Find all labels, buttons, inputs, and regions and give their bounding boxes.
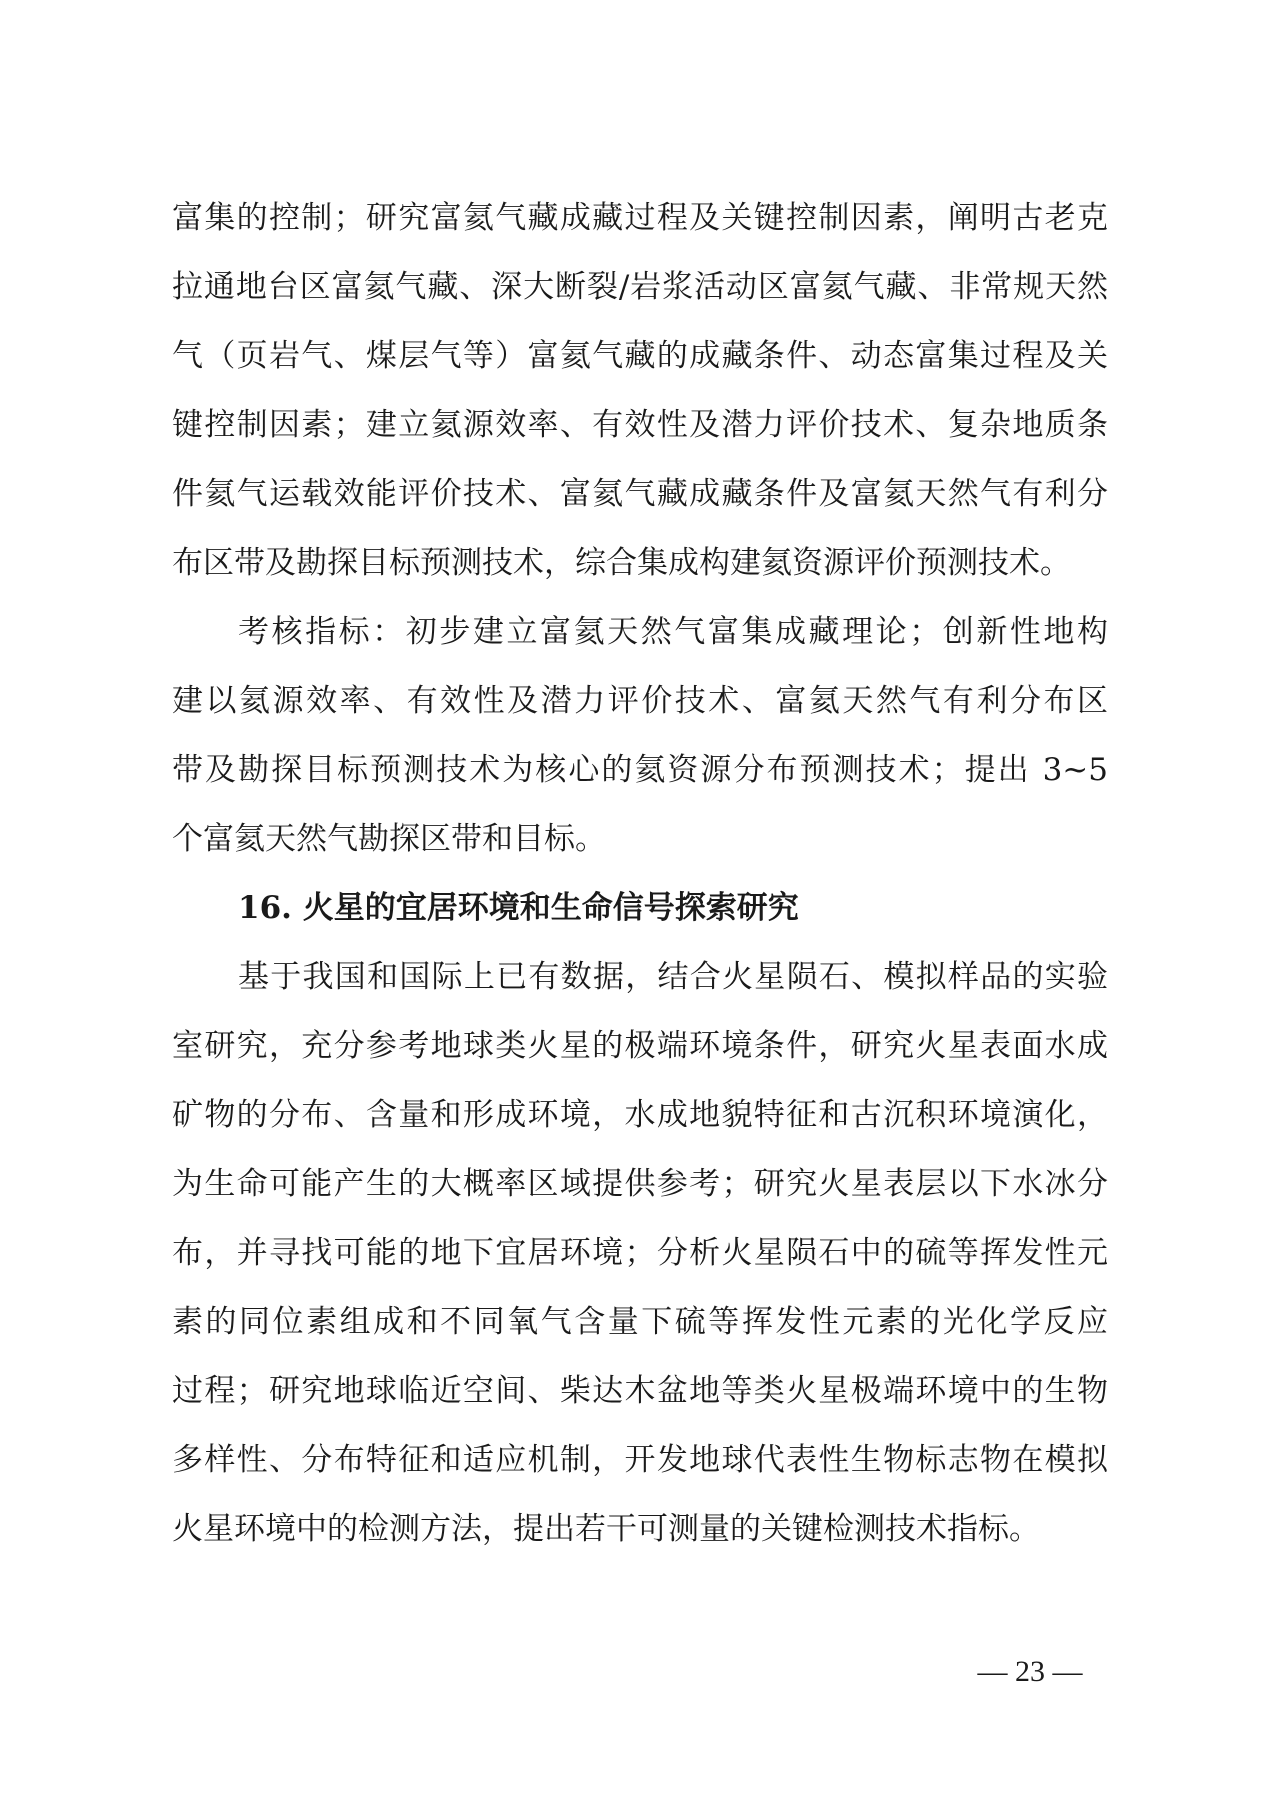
paragraph-line: 布区带及勘探目标预测技术，综合集成构建氦资源评价预测技术。 — [172, 545, 1071, 581]
paragraph-line: 件氦气运载效能评价技术、富氦气藏成藏条件及富氦天然气有利分 — [172, 476, 1108, 512]
paragraph-line: 气（页岩气、煤层气等）富氦气藏的成藏条件、动态富集过程及关 — [172, 338, 1108, 374]
paragraph-line: 键控制因素；建立氦源效率、有效性及潜力评价技术、复杂地质条 — [172, 407, 1108, 443]
paragraph-assessment-indicators — [172, 598, 1108, 874]
paragraph-line: 带及勘探目标预测技术为核心的氦资源分布预测技术；提出 3~5 — [172, 752, 1108, 788]
paragraph-line: 考核指标：初步建立富氦天然气富集成藏理论；创新性地构 — [238, 614, 1108, 650]
paragraph-line: 建以氦源效率、有效性及潜力评价技术、富氦天然气有利分布区 — [172, 683, 1108, 719]
paragraph-line: 拉通地台区富氦气藏、深大断裂/岩浆活动区富氦气藏、非常规天然 — [172, 269, 1108, 305]
paragraph-line: 为生命可能产生的大概率区域提供参考；研究火星表层以下水冰分 — [172, 1166, 1108, 1202]
paragraph-line: 室研究，充分参考地球类火星的极端环境条件，研究火星表面水成 — [172, 1028, 1108, 1064]
paragraph-line: 火星环境中的检测方法，提出若干可测量的关键检测技术指标。 — [172, 1511, 1040, 1547]
paragraph-line: 个富氦天然气勘探区带和目标。 — [172, 821, 606, 857]
paragraph-line: 过程；研究地球临近空间、柴达木盆地等类火星极端环境中的生物 — [172, 1373, 1108, 1409]
paragraph-helium-research — [172, 184, 1108, 598]
section-heading-block — [172, 874, 1108, 943]
paragraph-line: 素的同位素组成和不同氧气含量下硫等挥发性元素的光化学反应 — [172, 1304, 1108, 1340]
paragraph-line: 多样性、分布特征和适应机制，开发地球代表性生物标志物在模拟 — [172, 1442, 1108, 1478]
paragraph-line: 布，并寻找可能的地下宜居环境；分析火星陨石中的硫等挥发性元 — [172, 1235, 1108, 1271]
page-number: — 23 — — [977, 1655, 1083, 1688]
paragraph-mars-habitability — [172, 943, 1108, 1564]
section-heading: 16. 火星的宜居环境和生命信号探索研究 — [238, 890, 799, 926]
paragraph-line: 基于我国和国际上已有数据，结合火星陨石、模拟样品的实验 — [238, 959, 1108, 995]
paragraph-line: 富集的控制；研究富氦气藏成藏过程及关键控制因素，阐明古老克 — [172, 200, 1108, 236]
paragraph-line: 矿物的分布、含量和形成环境，水成地貌特征和古沉积环境演化， — [172, 1097, 1108, 1133]
